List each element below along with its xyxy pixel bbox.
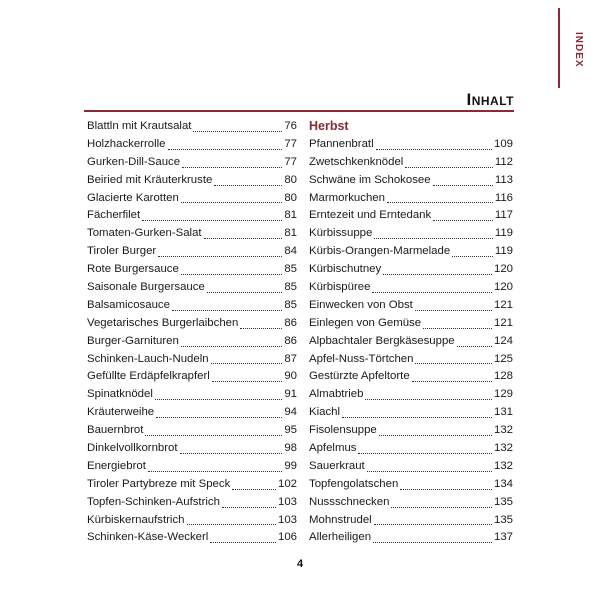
- dot-leader: [180, 452, 283, 454]
- toc-entry[interactable]: [87, 279, 297, 297]
- toc-entry[interactable]: [309, 207, 513, 225]
- toc-entry-title: Burger-Garnituren: [87, 334, 179, 347]
- toc-entry-title: Gurken-Dill-Sauce: [87, 155, 181, 168]
- toc-entry-title: Pfannenbratl: [309, 137, 374, 150]
- toc-entry-page: 120: [493, 281, 513, 293]
- toc-entry-title: Erntezeit und Erntedank: [309, 209, 432, 222]
- toc-entry-title: Dinkelvollkornbrot: [87, 442, 178, 455]
- dot-leader: [155, 398, 282, 400]
- dot-leader: [457, 345, 492, 347]
- toc-entry-page: 120: [493, 263, 513, 276]
- toc-entry-title: Kürbissuppe: [309, 227, 373, 240]
- toc-entry[interactable]: [87, 172, 297, 190]
- toc-entry-title: Kiachl: [309, 406, 341, 419]
- toc-entry[interactable]: [309, 386, 513, 404]
- toc-entry-page: 77: [284, 137, 297, 150]
- toc-entry-page: 91: [284, 388, 297, 401]
- toc-entry-title: Fächerfilet: [87, 209, 141, 222]
- dot-leader: [168, 148, 283, 150]
- toc-entry[interactable]: [309, 458, 513, 476]
- dot-leader: [145, 434, 282, 436]
- toc-entry[interactable]: [309, 190, 513, 208]
- dot-leader: [400, 488, 492, 490]
- toc-entry[interactable]: [87, 243, 297, 261]
- toc-entry[interactable]: [309, 172, 513, 190]
- toc-entry-title: Beiried mit Kräuterkruste: [87, 173, 213, 186]
- toc-entry-title: Holzhackerrolle: [87, 137, 166, 150]
- toc-entry-page: 87: [284, 352, 297, 365]
- dot-leader: [358, 452, 492, 454]
- toc-entry-page: 134: [493, 477, 513, 490]
- toc-entry-page: 109: [493, 137, 513, 150]
- toc-entry[interactable]: [87, 261, 297, 279]
- toc-entry[interactable]: [309, 261, 513, 279]
- toc-entry-title: Schinken-Lauch-Nudeln: [87, 352, 209, 365]
- toc-entry[interactable]: [87, 351, 297, 369]
- toc-entry-page: 116: [494, 191, 513, 204]
- dot-leader: [373, 541, 492, 543]
- toc-entry-title: Einlegen von Gemüse: [309, 316, 422, 329]
- dot-leader: [379, 434, 492, 436]
- toc-entry-title: Marmorkuchen: [309, 191, 385, 204]
- toc-entry-page: 90: [284, 370, 297, 383]
- toc-entry-page: 86: [284, 334, 297, 347]
- toc-entry-title: Saisonale Burgersauce: [87, 281, 205, 293]
- toc-entry[interactable]: [87, 494, 297, 512]
- page-number: 4: [296, 558, 304, 570]
- toc-entry-title: Tomaten-Gurken-Salat: [87, 227, 202, 240]
- dot-leader: [142, 219, 282, 221]
- dot-leader: [181, 201, 283, 203]
- toc-entry-page: 81: [284, 227, 297, 240]
- toc-entry[interactable]: [87, 529, 297, 547]
- toc-column-right: [309, 118, 513, 547]
- toc-entry[interactable]: [309, 440, 513, 458]
- dot-leader: [412, 380, 492, 382]
- dot-leader: [240, 327, 282, 329]
- toc-entry-title: Kürbis-Orangen-Marmelade: [309, 245, 451, 258]
- toc-column-left: [87, 118, 297, 547]
- toc-entry-page: 135: [493, 495, 513, 508]
- dot-leader: [405, 166, 492, 168]
- toc-entry-title: Tiroler Partybreze mit Speck: [87, 477, 231, 490]
- toc-entry-page: 132: [493, 459, 513, 472]
- dot-leader: [182, 166, 282, 168]
- toc-entry-page: 128: [493, 370, 513, 383]
- toc-entry-page: 86: [284, 316, 297, 329]
- dot-leader: [367, 470, 492, 472]
- toc-entry[interactable]: [87, 225, 297, 243]
- dot-leader: [452, 255, 493, 257]
- toc-entry[interactable]: [309, 243, 513, 261]
- toc-entry-page: 121: [493, 298, 513, 311]
- dot-leader: [204, 237, 283, 239]
- toc-entry[interactable]: [87, 190, 297, 208]
- dot-leader: [433, 184, 493, 186]
- toc-entry-title: Apfelmus: [309, 442, 357, 455]
- dot-leader: [415, 309, 492, 311]
- toc-entry-page: 112: [494, 155, 513, 168]
- toc-entry-page: 135: [493, 513, 513, 526]
- side-tab-rule: [558, 8, 560, 88]
- toc-entry-title: Apfel-Nuss-Törtchen: [309, 352, 414, 365]
- toc-entry-title: Topfengolatschen: [309, 477, 399, 490]
- dot-leader: [193, 130, 282, 132]
- toc-entry-title: Fisolensuppe: [309, 424, 377, 437]
- toc-entry-page: 119: [494, 245, 513, 258]
- toc-entry[interactable]: [309, 279, 513, 297]
- toc-entry[interactable]: [87, 297, 297, 315]
- dot-leader: [212, 380, 283, 382]
- toc-entry-title: Almabtrieb: [309, 388, 364, 401]
- toc-entry-title: Gefüllte Erdäpfelkrapferl: [87, 370, 210, 383]
- toc-entry-title: Allerheiligen: [309, 531, 372, 544]
- toc-entry[interactable]: [87, 512, 297, 530]
- toc-entry-page: 76: [284, 119, 297, 132]
- toc-entry-page: 106: [277, 531, 297, 544]
- toc-entry[interactable]: [87, 315, 297, 333]
- toc-entry-page: 119: [494, 227, 513, 240]
- toc-entry-title: Blattln mit Krautsalat: [87, 119, 192, 132]
- toc-entry-title: Sauerkraut: [309, 459, 365, 472]
- toc-entry[interactable]: [87, 333, 297, 351]
- toc-entry-title: Nussschnecken: [309, 495, 390, 508]
- toc-entry-title: Rote Burgersauce: [87, 263, 179, 276]
- dot-leader: [374, 237, 493, 239]
- toc-entry[interactable]: [309, 422, 513, 440]
- toc-entry-page: 95: [284, 424, 297, 437]
- toc-entry-page: 84: [284, 245, 297, 258]
- toc-entry-title: Alpbachtaler Bergkäsesuppe: [309, 334, 455, 347]
- dot-leader: [156, 416, 282, 418]
- dot-leader: [207, 291, 283, 293]
- toc-entry[interactable]: [87, 207, 297, 225]
- dot-leader: [391, 506, 492, 508]
- toc-entry-title: Kräuterweihe: [87, 406, 155, 419]
- toc-entry-page: 131: [493, 406, 513, 419]
- dot-leader: [374, 523, 492, 525]
- toc-entry-title: Kürbiskernaufstrich: [87, 513, 185, 526]
- toc-entry[interactable]: [309, 136, 513, 154]
- toc-entry-page: 103: [277, 513, 297, 526]
- toc-entry-page: 80: [284, 191, 297, 204]
- dot-leader: [433, 219, 493, 221]
- dot-leader: [423, 327, 492, 329]
- toc-entry[interactable]: [87, 422, 297, 440]
- dot-leader: [383, 273, 492, 275]
- toc-entry[interactable]: [87, 404, 297, 422]
- toc-entry[interactable]: [309, 529, 513, 547]
- toc-entry-page: 113: [494, 173, 513, 186]
- toc-entry[interactable]: [309, 225, 513, 243]
- dot-leader: [181, 345, 283, 347]
- dot-leader: [214, 184, 282, 186]
- toc-entry-page: 103: [277, 495, 297, 508]
- toc-entry-title: Glacierte Karotten: [87, 191, 179, 204]
- dot-leader: [372, 291, 492, 293]
- toc-entry[interactable]: [309, 368, 513, 386]
- page-title: Inhalt: [466, 90, 514, 109]
- toc-entry[interactable]: [87, 440, 297, 458]
- toc-entry-title: Spinatknödel: [87, 388, 153, 401]
- toc-entry[interactable]: [87, 476, 297, 494]
- toc-entry[interactable]: [309, 476, 513, 494]
- toc-entry-page: 85: [284, 281, 297, 293]
- toc-entry-title: Bauernbrot: [87, 424, 144, 437]
- toc-entry[interactable]: [309, 351, 513, 369]
- dot-leader: [342, 416, 492, 418]
- dot-leader: [172, 309, 282, 311]
- dot-leader: [365, 398, 492, 400]
- toc-entry-page: 85: [284, 263, 297, 276]
- toc-entry-page: 85: [284, 298, 297, 311]
- toc-entry[interactable]: [87, 136, 297, 154]
- toc-entry-page: 125: [493, 352, 513, 365]
- dot-leader: [148, 470, 282, 472]
- toc-entry[interactable]: [87, 386, 297, 404]
- toc-entry-title: Einwecken von Obst: [309, 298, 413, 311]
- toc-entry-page: 80: [284, 173, 297, 186]
- toc-entry[interactable]: [309, 512, 513, 530]
- dot-leader: [415, 362, 492, 364]
- toc-entry[interactable]: [309, 494, 513, 512]
- toc-entry-title: Schinken-Käse-Weckerl: [87, 531, 209, 544]
- toc-entry-title: Energiebrot: [87, 459, 146, 472]
- toc-entry[interactable]: [309, 315, 513, 333]
- toc-entry-title: Tiroler Burger: [87, 245, 157, 258]
- toc-entry-title: Kürbischutney: [309, 263, 382, 276]
- toc-entry-title: Vegetarisches Burgerlaibchen: [87, 316, 239, 329]
- toc-entry-page: 132: [493, 424, 513, 437]
- toc-entry-page: 102: [277, 477, 297, 490]
- toc-entry-title: Gestürzte Apfeltorte: [309, 370, 410, 383]
- toc-entry[interactable]: [87, 118, 297, 136]
- toc-entry-page: 94: [284, 406, 297, 419]
- toc-entry-title: Schwäne im Schokosee: [309, 173, 431, 186]
- toc-entry-title: Kürbispüree: [309, 281, 371, 293]
- toc-entry[interactable]: [87, 368, 297, 386]
- section-heading-herbst: Herbst: [309, 119, 349, 133]
- index-side-tab[interactable]: [550, 8, 590, 88]
- dot-leader: [387, 201, 493, 203]
- dot-leader: [376, 148, 492, 150]
- toc-entry[interactable]: [309, 297, 513, 315]
- title-divider: [84, 110, 514, 112]
- toc-entry-page: 129: [493, 388, 513, 401]
- toc-entry[interactable]: [309, 333, 513, 351]
- toc-entry-page: 124: [493, 334, 513, 347]
- toc-entry-title: Mohnstrudel: [309, 513, 372, 526]
- toc-entry-page: 81: [284, 209, 297, 222]
- toc-entry[interactable]: [87, 458, 297, 476]
- toc-entry-page: 99: [284, 459, 297, 472]
- toc-entry-page: 132: [493, 442, 513, 455]
- side-tab-label: INDEX: [573, 32, 584, 68]
- toc-entry[interactable]: [87, 154, 297, 172]
- dot-leader: [187, 523, 276, 525]
- toc-entry-page: 117: [494, 209, 513, 222]
- toc-entry-page: 137: [493, 531, 513, 544]
- toc-entry-title: Balsamicosauce: [87, 298, 170, 311]
- toc-entry-title: Zwetschkenknödel: [309, 155, 404, 168]
- toc-entry-page: 77: [284, 155, 297, 168]
- toc-entry-page: 98: [284, 442, 297, 455]
- dot-leader: [210, 541, 276, 543]
- dot-leader: [181, 273, 283, 275]
- dot-leader: [232, 488, 276, 490]
- toc-entry[interactable]: [309, 404, 513, 422]
- dot-leader: [222, 506, 276, 508]
- toc-entry[interactable]: [309, 154, 513, 172]
- dot-leader: [211, 362, 283, 364]
- toc-entry-title: Topfen-Schinken-Aufstrich: [87, 495, 220, 508]
- dot-leader: [158, 255, 282, 257]
- toc-entry-page: 121: [493, 316, 513, 329]
